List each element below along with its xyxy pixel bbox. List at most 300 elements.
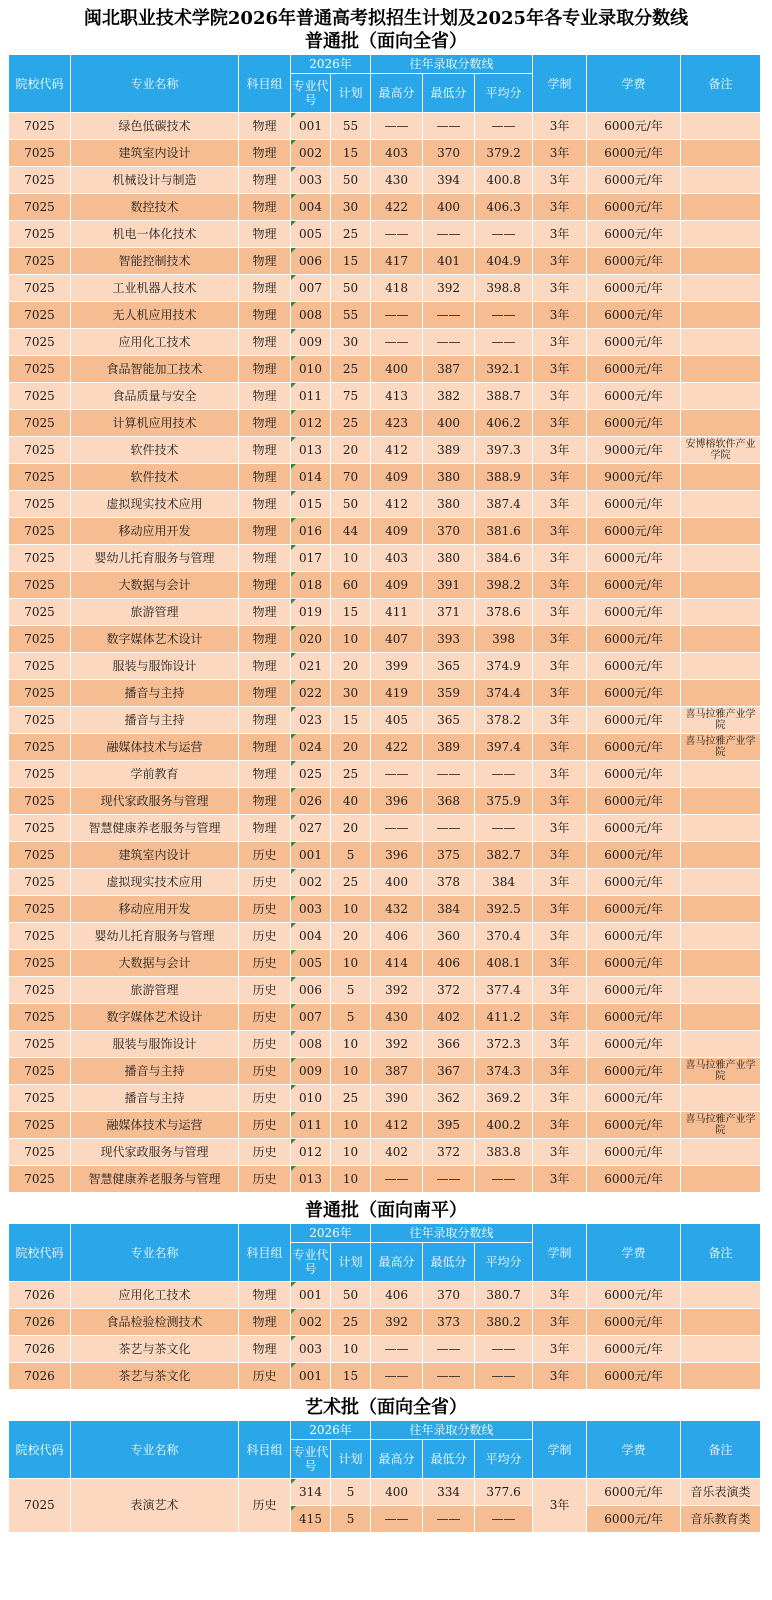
subject-group-cell: 物理	[239, 329, 291, 356]
table-row	[9, 302, 761, 329]
header-major-name: 专业名称	[71, 1421, 239, 1479]
school-code-cell: 7025	[9, 599, 71, 626]
major-code-cell: 016	[291, 518, 331, 545]
subject-group-cell: 物理	[239, 356, 291, 383]
header-major-name: 专业名称	[71, 1224, 239, 1282]
major-name-cell: 播音与主持	[71, 680, 239, 707]
section-title: 艺术批（面向全省）	[305, 1397, 467, 1418]
min-score-cell: 365	[423, 707, 475, 734]
table-row	[9, 734, 761, 761]
min-score-cell: ——	[423, 302, 475, 329]
note-cell: 喜马拉雅产业学院	[681, 707, 761, 734]
avg-score-cell: 400.2	[475, 1112, 533, 1139]
header-school-code: 院校代码	[9, 55, 71, 113]
max-score-cell: 409	[371, 464, 423, 491]
fee-cell: 6000元/年	[587, 1336, 681, 1363]
table-row	[9, 140, 761, 167]
header-note: 备注	[681, 1224, 761, 1282]
major-name-cell: 现代家政服务与管理	[71, 1139, 239, 1166]
fee-cell: 6000元/年	[587, 194, 681, 221]
subject-group-cell: 物理	[239, 410, 291, 437]
school-code-cell: 7025	[9, 248, 71, 275]
header-avg: 平均分	[475, 1243, 533, 1282]
avg-score-cell: 378.2	[475, 707, 533, 734]
plan-cell: 20	[331, 815, 371, 842]
min-score-cell: 392	[423, 275, 475, 302]
duration-cell: 3年	[533, 626, 587, 653]
duration-cell: 3年	[533, 815, 587, 842]
duration-cell: 3年	[533, 1112, 587, 1139]
plan-cell: 25	[331, 356, 371, 383]
fee-cell: 6000元/年	[587, 1282, 681, 1309]
subject-group-cell: 物理	[239, 1309, 291, 1336]
table-row	[9, 1004, 761, 1031]
major-code-cell: 017	[291, 545, 331, 572]
plan-cell: 5	[331, 842, 371, 869]
major-code-cell: 022	[291, 680, 331, 707]
min-score-cell: 395	[423, 1112, 475, 1139]
header-subject-group: 科目组	[239, 1421, 291, 1479]
min-score-cell: 387	[423, 356, 475, 383]
max-score-cell: 406	[371, 1282, 423, 1309]
avg-score-cell: 388.9	[475, 464, 533, 491]
fee-cell: 6000元/年	[587, 1058, 681, 1085]
major-name-cell: 融媒体技术与运营	[71, 734, 239, 761]
subject-group-cell: 历史	[239, 1058, 291, 1085]
avg-score-cell: 380.2	[475, 1309, 533, 1336]
major-name-cell: 软件技术	[71, 437, 239, 464]
avg-score-cell: 406.3	[475, 194, 533, 221]
duration-cell: 3年	[533, 599, 587, 626]
table-row	[9, 1479, 761, 1506]
header-major-code: 专业代号	[291, 1243, 331, 1282]
max-score-cell: 417	[371, 248, 423, 275]
min-score-cell: 382	[423, 383, 475, 410]
major-code-cell: 003	[291, 896, 331, 923]
max-score-cell: ——	[371, 302, 423, 329]
school-code-cell: 7025	[9, 869, 71, 896]
fee-cell: 6000元/年	[587, 491, 681, 518]
fee-cell: 6000元/年	[587, 653, 681, 680]
note-cell: 喜马拉雅产业学院	[681, 1112, 761, 1139]
plan-cell: 70	[331, 464, 371, 491]
major-name-cell: 移动应用开发	[71, 518, 239, 545]
major-code-cell: 010	[291, 1085, 331, 1112]
fee-cell: 6000元/年	[587, 302, 681, 329]
major-name-cell: 机电一体化技术	[71, 221, 239, 248]
max-score-cell: 423	[371, 410, 423, 437]
subject-group-cell: 物理	[239, 140, 291, 167]
note-cell	[681, 221, 761, 248]
note-cell	[681, 680, 761, 707]
school-code-cell: 7025	[9, 815, 71, 842]
avg-score-cell: 384.6	[475, 545, 533, 572]
table-row	[9, 410, 761, 437]
header-duration: 学制	[533, 55, 587, 113]
major-name-cell: 播音与主持	[71, 1058, 239, 1085]
avg-score-cell: ——	[475, 113, 533, 140]
fee-cell: 6000元/年	[587, 248, 681, 275]
min-score-cell: ——	[423, 815, 475, 842]
major-code-cell: 415	[291, 1506, 331, 1533]
duration-cell: 3年	[533, 977, 587, 1004]
subject-group-cell: 历史	[239, 1479, 291, 1533]
plan-cell: 25	[331, 761, 371, 788]
major-name-cell: 应用化工技术	[71, 329, 239, 356]
school-code-cell: 7025	[9, 302, 71, 329]
table-row	[9, 275, 761, 302]
plan-cell: 20	[331, 653, 371, 680]
plan-cell: 10	[331, 896, 371, 923]
min-score-cell: 400	[423, 194, 475, 221]
major-name-cell: 旅游管理	[71, 977, 239, 1004]
avg-score-cell: ——	[475, 1506, 533, 1533]
table-row	[9, 707, 761, 734]
avg-score-cell: 374.3	[475, 1058, 533, 1085]
duration-cell: 3年	[533, 113, 587, 140]
subject-group-cell: 物理	[239, 653, 291, 680]
major-code-cell: 003	[291, 167, 331, 194]
plan-cell: 44	[331, 518, 371, 545]
duration-cell: 3年	[533, 356, 587, 383]
major-name-cell: 茶艺与茶文化	[71, 1336, 239, 1363]
header-row	[9, 1421, 761, 1440]
school-code-cell: 7025	[9, 1004, 71, 1031]
table-row	[9, 1363, 761, 1390]
max-score-cell: 409	[371, 518, 423, 545]
note-cell	[681, 761, 761, 788]
major-code-cell: 004	[291, 194, 331, 221]
header-note: 备注	[681, 1421, 761, 1479]
subject-group-cell: 历史	[239, 1166, 291, 1193]
note-cell	[681, 572, 761, 599]
note-cell	[681, 113, 761, 140]
note-cell	[681, 140, 761, 167]
header-row	[9, 55, 761, 74]
duration-cell: 3年	[533, 140, 587, 167]
major-code-cell: 002	[291, 140, 331, 167]
max-score-cell: 413	[371, 383, 423, 410]
plan-cell: 10	[331, 626, 371, 653]
subject-group-cell: 历史	[239, 950, 291, 977]
table-row	[9, 788, 761, 815]
major-code-cell: 013	[291, 437, 331, 464]
note-cell	[681, 869, 761, 896]
note-cell: 安博榕软件产业学院	[681, 437, 761, 464]
max-score-cell: 402	[371, 1139, 423, 1166]
subject-group-cell: 物理	[239, 1336, 291, 1363]
duration-cell: 3年	[533, 248, 587, 275]
fee-cell: 6000元/年	[587, 923, 681, 950]
duration-cell: 3年	[533, 707, 587, 734]
table-row	[9, 599, 761, 626]
min-score-cell: ——	[423, 1166, 475, 1193]
major-code-cell: 008	[291, 302, 331, 329]
subject-group-cell: 物理	[239, 248, 291, 275]
plan-cell: 20	[331, 437, 371, 464]
duration-cell: 3年	[533, 1309, 587, 1336]
fee-cell: 6000元/年	[587, 815, 681, 842]
header-subject-group: 科目组	[239, 1224, 291, 1282]
header-max: 最高分	[371, 1243, 423, 1282]
max-score-cell: 411	[371, 599, 423, 626]
header-year-2026: 2026年	[291, 1421, 371, 1440]
major-name-cell: 表演艺术	[71, 1479, 239, 1533]
min-score-cell: 378	[423, 869, 475, 896]
duration-cell: 3年	[533, 761, 587, 788]
duration-cell: 3年	[533, 923, 587, 950]
max-score-cell: 422	[371, 194, 423, 221]
subject-group-cell: 物理	[239, 572, 291, 599]
fee-cell: 6000元/年	[587, 896, 681, 923]
avg-score-cell: 392.5	[475, 896, 533, 923]
max-score-cell: 396	[371, 842, 423, 869]
table-row	[9, 167, 761, 194]
min-score-cell: 401	[423, 248, 475, 275]
max-score-cell: 390	[371, 1085, 423, 1112]
max-score-cell: 412	[371, 491, 423, 518]
note-cell	[681, 599, 761, 626]
plan-cell: 50	[331, 167, 371, 194]
avg-score-cell: 400.8	[475, 167, 533, 194]
plan-cell: 10	[331, 1031, 371, 1058]
duration-cell: 3年	[533, 788, 587, 815]
fee-cell: 6000元/年	[587, 329, 681, 356]
table-row	[9, 1309, 761, 1336]
min-score-cell: 402	[423, 1004, 475, 1031]
plan-cell: 10	[331, 1112, 371, 1139]
subject-group-cell: 物理	[239, 437, 291, 464]
table-row	[9, 329, 761, 356]
major-name-cell: 智慧健康养老服务与管理	[71, 815, 239, 842]
max-score-cell: ——	[371, 1363, 423, 1390]
school-code-cell: 7025	[9, 842, 71, 869]
fee-cell: 6000元/年	[587, 734, 681, 761]
major-name-cell: 智慧健康养老服务与管理	[71, 1166, 239, 1193]
table-row	[9, 383, 761, 410]
fee-cell: 6000元/年	[587, 221, 681, 248]
table-row	[9, 977, 761, 1004]
fee-cell: 6000元/年	[587, 356, 681, 383]
note-cell	[681, 1085, 761, 1112]
avg-score-cell: ——	[475, 1336, 533, 1363]
header-duration: 学制	[533, 1421, 587, 1479]
avg-score-cell: 398.2	[475, 572, 533, 599]
plan-cell: 25	[331, 869, 371, 896]
avg-score-cell: 374.4	[475, 680, 533, 707]
max-score-cell: 412	[371, 437, 423, 464]
avg-score-cell: ——	[475, 761, 533, 788]
fee-cell: 6000元/年	[587, 383, 681, 410]
header-min: 最低分	[423, 1243, 475, 1282]
table-row	[9, 761, 761, 788]
min-score-cell: 389	[423, 734, 475, 761]
subject-group-cell: 历史	[239, 1139, 291, 1166]
plan-cell: 15	[331, 248, 371, 275]
header-school-code: 院校代码	[9, 1421, 71, 1479]
min-score-cell: ——	[423, 761, 475, 788]
duration-cell: 3年	[533, 518, 587, 545]
table-row	[9, 1085, 761, 1112]
subject-group-cell: 物理	[239, 734, 291, 761]
plan-cell: 10	[331, 1166, 371, 1193]
header-plan: 计划	[331, 1440, 371, 1479]
avg-score-cell: ——	[475, 329, 533, 356]
plan-cell: 50	[331, 491, 371, 518]
note-cell: 音乐表演类	[681, 1479, 761, 1506]
plan-cell: 25	[331, 1309, 371, 1336]
min-score-cell: ——	[423, 1506, 475, 1533]
note-cell	[681, 1282, 761, 1309]
table-row	[9, 923, 761, 950]
min-score-cell: 370	[423, 1282, 475, 1309]
major-code-cell: 011	[291, 383, 331, 410]
major-code-cell: 021	[291, 653, 331, 680]
header-school-code: 院校代码	[9, 1224, 71, 1282]
min-score-cell: 368	[423, 788, 475, 815]
table-row	[9, 653, 761, 680]
major-code-cell: 001	[291, 113, 331, 140]
major-name-cell: 旅游管理	[71, 599, 239, 626]
header-major-code: 专业代号	[291, 1440, 331, 1479]
school-code-cell: 7025	[9, 410, 71, 437]
min-score-cell: 393	[423, 626, 475, 653]
school-code-cell: 7025	[9, 491, 71, 518]
duration-cell: 3年	[533, 896, 587, 923]
plan-cell: 30	[331, 194, 371, 221]
max-score-cell: 430	[371, 1004, 423, 1031]
subject-group-cell: 物理	[239, 275, 291, 302]
major-name-cell: 建筑室内设计	[71, 140, 239, 167]
major-code-cell: 005	[291, 221, 331, 248]
major-code-cell: 015	[291, 491, 331, 518]
fee-cell: 6000元/年	[587, 1363, 681, 1390]
subject-group-cell: 历史	[239, 977, 291, 1004]
plan-cell: 10	[331, 950, 371, 977]
subject-group-cell: 历史	[239, 923, 291, 950]
header-max: 最高分	[371, 1440, 423, 1479]
major-name-cell: 工业机器人技术	[71, 275, 239, 302]
min-score-cell: 375	[423, 842, 475, 869]
min-score-cell: 373	[423, 1309, 475, 1336]
header-year-2026: 2026年	[291, 1224, 371, 1243]
note-cell	[681, 383, 761, 410]
table-row	[9, 1166, 761, 1193]
plan-cell: 15	[331, 599, 371, 626]
note-cell	[681, 275, 761, 302]
major-code-cell: 001	[291, 1363, 331, 1390]
avg-score-cell: 384	[475, 869, 533, 896]
school-code-cell: 7025	[9, 275, 71, 302]
fee-cell: 6000元/年	[587, 626, 681, 653]
school-code-cell: 7025	[9, 653, 71, 680]
major-code-cell: 009	[291, 329, 331, 356]
duration-cell: 3年	[533, 221, 587, 248]
duration-cell: 3年	[533, 653, 587, 680]
avg-score-cell: 398.8	[475, 275, 533, 302]
plan-cell: 60	[331, 572, 371, 599]
major-name-cell: 绿色低碳技术	[71, 113, 239, 140]
school-code-cell: 7025	[9, 1031, 71, 1058]
school-code-cell: 7025	[9, 1058, 71, 1085]
school-code-cell: 7025	[9, 545, 71, 572]
min-score-cell: 391	[423, 572, 475, 599]
table-row	[9, 950, 761, 977]
min-score-cell: 380	[423, 491, 475, 518]
min-score-cell: ——	[423, 1363, 475, 1390]
plan-cell: 25	[331, 1085, 371, 1112]
note-cell	[681, 518, 761, 545]
plan-cell: 10	[331, 1336, 371, 1363]
subject-group-cell: 历史	[239, 869, 291, 896]
major-name-cell: 大数据与会计	[71, 572, 239, 599]
subject-group-cell: 历史	[239, 1112, 291, 1139]
avg-score-cell: 387.4	[475, 491, 533, 518]
max-score-cell: 400	[371, 869, 423, 896]
header-major-name: 专业名称	[71, 55, 239, 113]
subject-group-cell: 历史	[239, 1031, 291, 1058]
fee-cell: 6000元/年	[587, 518, 681, 545]
subject-group-cell: 历史	[239, 842, 291, 869]
major-name-cell: 学前教育	[71, 761, 239, 788]
subject-group-cell: 历史	[239, 1363, 291, 1390]
duration-cell: 3年	[533, 437, 587, 464]
table-row	[9, 464, 761, 491]
avg-score-cell: 392.1	[475, 356, 533, 383]
major-name-cell: 建筑室内设计	[71, 842, 239, 869]
note-cell	[681, 491, 761, 518]
avg-score-cell: 377.4	[475, 977, 533, 1004]
subject-group-cell: 物理	[239, 491, 291, 518]
school-code-cell: 7025	[9, 383, 71, 410]
header-year-2026: 2026年	[291, 55, 371, 74]
fee-cell: 6000元/年	[587, 545, 681, 572]
school-code-cell: 7025	[9, 464, 71, 491]
note-cell	[681, 653, 761, 680]
min-score-cell: 394	[423, 167, 475, 194]
school-code-cell: 7025	[9, 680, 71, 707]
max-score-cell: 400	[371, 1479, 423, 1506]
major-name-cell: 机械设计与制造	[71, 167, 239, 194]
school-code-cell: 7025	[9, 1085, 71, 1112]
major-code-cell: 018	[291, 572, 331, 599]
duration-cell: 3年	[533, 734, 587, 761]
school-code-cell: 7026	[9, 1336, 71, 1363]
max-score-cell: 387	[371, 1058, 423, 1085]
header-min: 最低分	[423, 1440, 475, 1479]
school-code-cell: 7025	[9, 923, 71, 950]
note-cell: 音乐教育类	[681, 1506, 761, 1533]
header-past-scores: 往年录取分数线	[371, 55, 533, 74]
subject-group-cell: 物理	[239, 518, 291, 545]
major-name-cell: 现代家政服务与管理	[71, 788, 239, 815]
fee-cell: 6000元/年	[587, 410, 681, 437]
major-code-cell: 014	[291, 464, 331, 491]
duration-cell: 3年	[533, 1479, 587, 1533]
note-cell	[681, 410, 761, 437]
subject-group-cell: 物理	[239, 113, 291, 140]
max-score-cell: ——	[371, 761, 423, 788]
major-code-cell: 314	[291, 1479, 331, 1506]
note-cell	[681, 842, 761, 869]
school-code-cell: 7025	[9, 167, 71, 194]
min-score-cell: 370	[423, 140, 475, 167]
subject-group-cell: 物理	[239, 815, 291, 842]
max-score-cell: 432	[371, 896, 423, 923]
plan-cell: 20	[331, 734, 371, 761]
major-name-cell: 茶艺与茶文化	[71, 1363, 239, 1390]
duration-cell: 3年	[533, 1085, 587, 1112]
